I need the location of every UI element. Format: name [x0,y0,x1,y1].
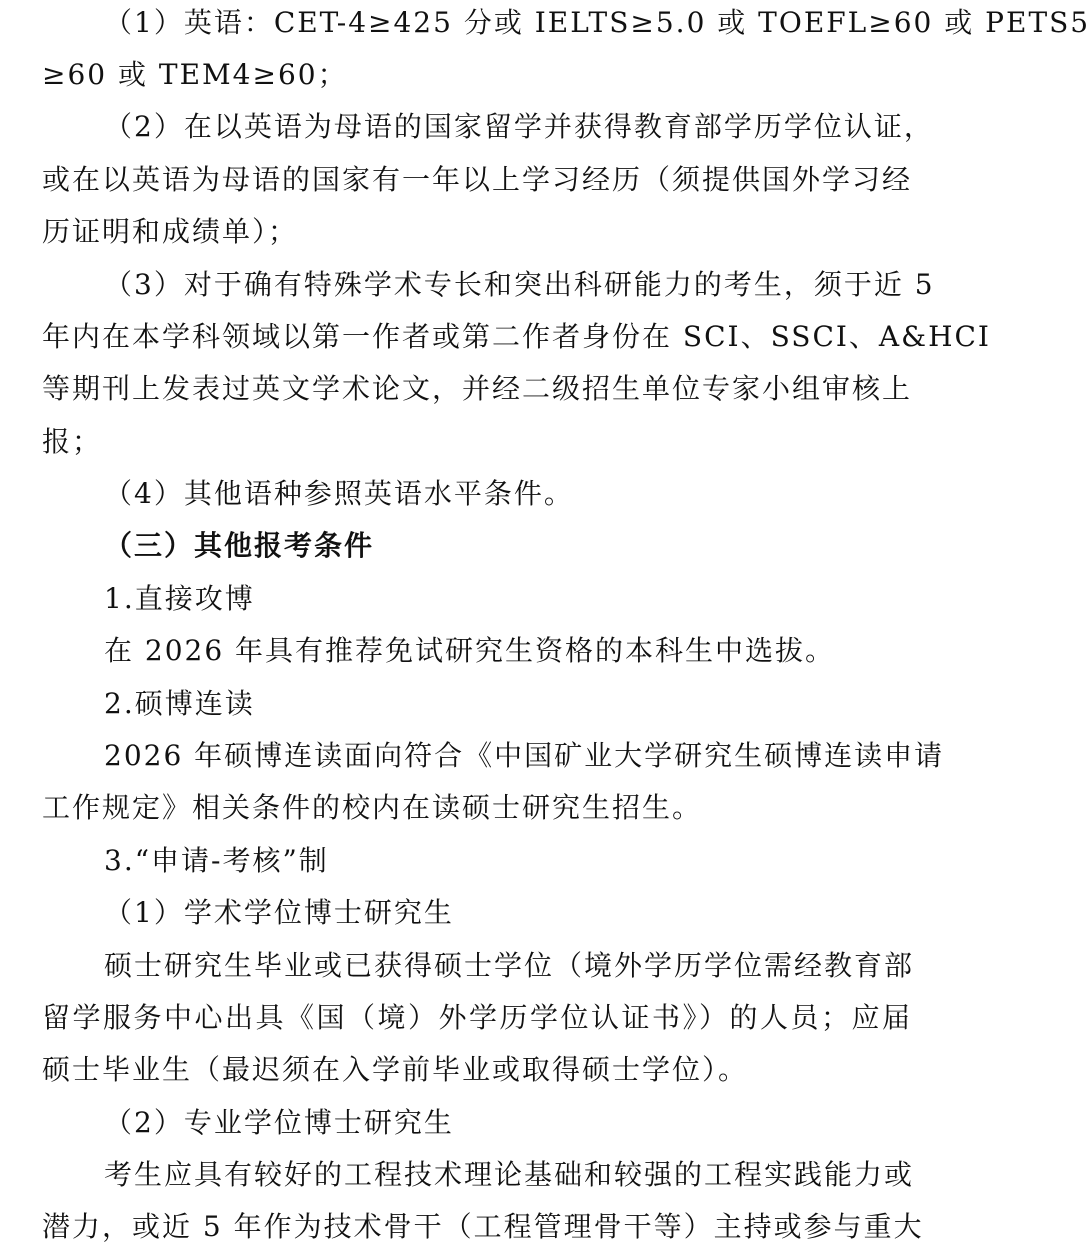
text-line: ≥60 或 TEM4≥60； [42,58,348,91]
text-line: 在 2026 年具有推荐免试研究生资格的本科生中选拔。 [104,634,836,667]
text-line: 考生应具有较好的工程技术理论基础和较强的工程实践能力或 [104,1158,915,1191]
subsection-heading: 3.“申请-考核”制 [104,844,329,877]
text-line: 或在以英语为母语的国家有一年以上学习经历（须提供国外学习经 [42,163,913,196]
subsection-heading: 1.直接攻博 [104,582,255,615]
text-line: （2）在以英语为母语的国家留学并获得教育部学历学位认证， [104,110,934,143]
subsection-heading: 2.硕博连读 [104,687,255,720]
text-line: 历证明和成绩单）； [42,215,299,248]
text-line: 报； [42,425,103,458]
text-line: 2026 年硕博连读面向符合《中国矿业大学研究生硕博连读申请 [104,739,945,772]
item-heading: （2）专业学位博士研究生 [104,1106,454,1139]
text-line: 硕士毕业生（最迟须在入学前毕业或取得硕士学位）。 [42,1053,749,1086]
item-heading: （1）学术学位博士研究生 [104,896,454,929]
text-line: 硕士研究生毕业或已获得硕士学位（境外学历学位需经教育部 [104,949,915,982]
section-heading: （三）其他报考条件 [104,529,375,562]
text-line: 工作规定》相关条件的校内在读硕士研究生招生。 [42,791,703,824]
text-line: 年内在本学科领域以第一作者或第二作者身份在 SCI、SSCI、A&HCI [42,320,991,353]
text-line: 等期刊上发表过英文学术论文，并经二级招生单位专家小组审核上 [42,372,913,405]
text-line: 留学服务中心出具《国（境）外学历学位认证书》）的人员；应届 [42,1001,912,1034]
text-line: （4）其他语种参照英语水平条件。 [104,477,574,510]
text-line: 潜力，或近 5 年作为技术骨干（工程管理骨干等）主持或参与重大 [42,1210,924,1243]
text-line: （1）英语：CET-4≥425 分或 IELTS≥5.0 或 TOEFL≥60 或 PETS5 [104,6,1090,39]
text-line: （3）对于确有特殊学术专长和突出科研能力的考生，须于近 5 [104,268,935,301]
